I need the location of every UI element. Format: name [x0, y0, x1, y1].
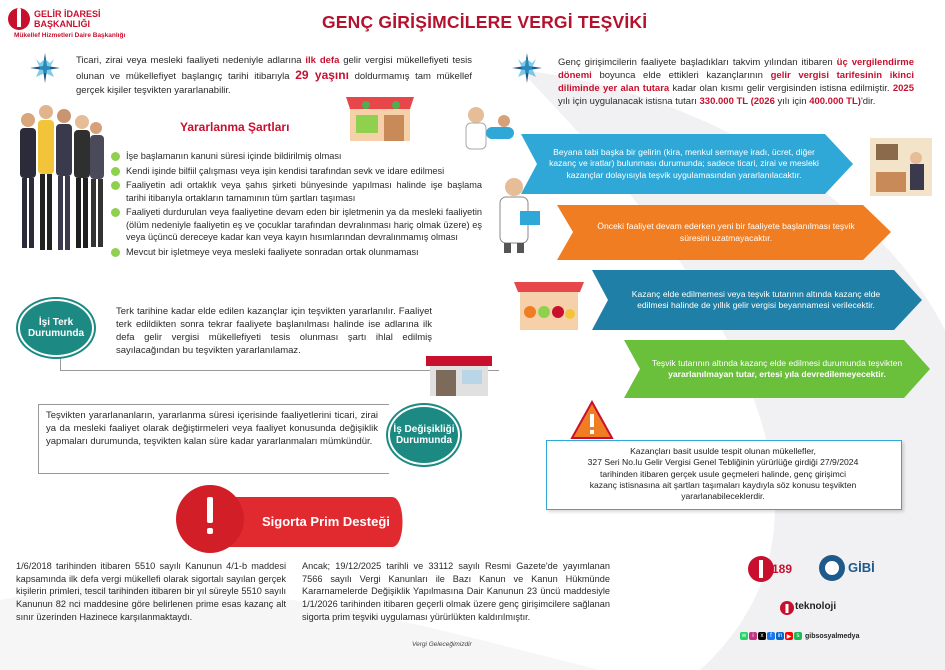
- teknoloji-mark-icon: [780, 601, 794, 615]
- slogan: Vergi Geleceğimizdir: [412, 641, 472, 648]
- linkedin-icon[interactable]: in: [777, 633, 783, 639]
- quit-label: İşi Terk Durumunda: [18, 299, 94, 357]
- facebook-icon[interactable]: f: [767, 632, 775, 640]
- alert-exclamation-icon: [200, 497, 220, 537]
- list-item: İşe başlamanın kanuni süresi içinde bildirilmiş olması: [110, 150, 482, 163]
- conditions-list: [110, 150, 482, 260]
- list-item: Faaliyeti durdurulan veya faaliyetine devam eden bir işletmenin ya da mesleki faaliyetin (ölüm nedeniyle faaliyetin eş ve çocuklar tarafından devralınması hariç olmak üzere) eş veya üçüncü dereceye kadar kan veya kayın hısımlarından devralınmamış olması: [110, 206, 482, 244]
- list-item: Faaliyetin adi ortaklık veya şahıs şirketi bünyesinde yapılması halinde işe başlama tarihi itibarıyla ortakların tamamının tüm şartları taşıması: [110, 179, 482, 204]
- logo-189-number: 189: [772, 562, 793, 576]
- page-title: GENÇ GİRİŞİMCİLERE VERGİ TEŞVİKİ: [322, 12, 648, 32]
- insurance-label: Sigorta Prim Desteği: [262, 514, 390, 529]
- gibi-circle-icon: [818, 554, 846, 582]
- logo-line2: BAŞKANLIĞI: [34, 19, 90, 29]
- warning-triangle-icon: [570, 400, 614, 440]
- star-icon: [512, 53, 542, 83]
- simple-method-text: Kazançları basit usulde tespit olunan mükellefler, 327 Seri No.lu Gelir Vergisi Genel Tebliğinin yürürlüğe girdiği 27/9/2024 tarihinden itibaren gerçek usule geçmeleri halinde, genç girişimci kazanç istisnasına ait şartları taşımaları kaydıyla söz konusu teşvikten yararlanabileceklerdir.: [587, 446, 859, 502]
- shop-illustration: [346, 93, 414, 143]
- conditions-heading: Yararlanma Şartları: [180, 120, 290, 134]
- social-row: [740, 630, 920, 642]
- phone-189-icon: [748, 554, 774, 584]
- list-item: Mevcut bir işletmeye veya mesleki faaliyete sonradan ortak olunmaması: [110, 246, 482, 259]
- change-label: İş Değişikliği Durumunda: [388, 405, 460, 465]
- logo-gibi-text: GİBİ: [848, 560, 875, 575]
- x-icon[interactable]: x: [758, 632, 766, 640]
- change-text: Teşvikten yararlananların, yararlanma süresi içerisinde faaliyetlerini ticari, zirai ya da mesleki faaliyet olarak değiştirmeleri veya faaliyet konusunda değişiklik yapmaları durumunda, teşvikten kalan süre kadar yararlanmaları mümkündür.: [46, 410, 378, 448]
- logo-line1: GELİR İDARESİ: [34, 9, 101, 19]
- logo-teknoloji: [780, 600, 850, 618]
- dentist-illustration: [458, 103, 516, 151]
- young-entrepreneurs-illustration: [10, 98, 106, 260]
- social-handle[interactable]: gibsosyalmedya: [805, 632, 860, 640]
- info-arrow-4: Teşvik tutarının altında kazanç elde edilmesi durumunda teşvikten yararlanılmayan tutar, ertesi yıla devredilemeyecektir.: [651, 357, 903, 379]
- info-arrow-2: Önceki faaliyet devam ederken yeni bir faaliyete başlanılması teşvik süresini uzatmayacaktır.: [597, 221, 855, 243]
- office-illustration: [870, 138, 932, 196]
- quit-text: Terk tarihine kadar elde edilen kazançlar için teşvikten yararlanılır. Faaliyet terk edildikten sonra tekrar faaliyete başlanılması halinde ise adlarına ilk defa gelir vergisi mükellefiyeti tesis olunması şartı ihlal edilmiş sayılacağından bu teşvikten yararlanılamaz.: [116, 306, 432, 357]
- logo-189: [748, 554, 796, 586]
- spotify-icon[interactable]: s: [794, 632, 802, 640]
- insurance-left-text: 1/6/2018 tarihinden itibaren 5510 sayılı Kanunun 4/1-b maddesi kapsamında ilk defa vergi mükellefi olarak sigortalı sayılan gerçek kişilerin primleri, tescil tarihinden itibaren bir yıl süreyle 5510 sayılı Kanunun 82 nci maddesine göre belirlenen prime esas kazanç alt sınır üzerinden Hazinece karşılanmaktaydı.: [16, 561, 286, 622]
- intro-left-text: Ticari, zirai veya mesleki faaliyeti nedeniyle adlarına ilk defa gelir vergisi mükellefiyeti tesis olunan ve mükellefiyet başlangıç tarihi itibarıyla 29 yaşını doldurmamış tam mükellef gerçek kişiler teşvikten yararlanabilir.: [76, 55, 472, 96]
- whatsapp-icon[interactable]: w: [741, 633, 747, 639]
- info-arrow-1: Beyana tabi başka bir gelirin (kira, menkul sermaye iradı, ücret, diğer kazanç ve iratlar) bulunması durumunda; sadece ticari, zirai ve mesleki kazançlar dolayısıyla teşvik uygulamasından yararlanılacaktır.: [549, 146, 819, 180]
- info-arrow-3: Kazanç elde edilmemesi veya teşvik tutarının altında kazanç elde edilmesi halinde de yıllık gelir vergisi beyannamesi verilecektir.: [631, 288, 881, 310]
- youtube-icon[interactable]: ▶: [786, 633, 792, 640]
- gib-logo-mark-icon: [8, 6, 30, 32]
- list-item: Kendi işinde bilfiil çalışması veya işin kendisi tarafından sevk ve idare edilmesi: [110, 165, 482, 178]
- store-illustration: [424, 352, 494, 398]
- logo-teknoloji-text: teknoloji: [795, 601, 837, 612]
- logo-gibi: [818, 554, 884, 586]
- insurance-right-text: Ancak; 19/12/2025 tarihli ve 33112 sayılı Resmi Gazete'de yayımlanan 7566 sayılı Vergi Kanunları ile Bazı Kanun ve Kanun Hükmünde Kararnamelerde Değişiklik Yapılmasına Dair Kanunun 23 üncü maddesiyle 1/1/2026 tarihinden itibaren geçerli olmak üzere genç girişimcilere sağlanan sigorta prim teşviki uygulaması yürürlükten kaldırılmıştır.: [302, 561, 610, 622]
- star-icon: [30, 53, 60, 83]
- logo-subtitle: Mükellef Hizmetleri Daire Başkanlığı: [14, 32, 126, 39]
- gib-logo: [8, 6, 128, 46]
- instagram-icon[interactable]: i: [749, 632, 757, 640]
- market-stall-illustration: [514, 282, 584, 332]
- intro-right-text: Genç girişimcilerin faaliyete başladıkları takvim yılından itibaren üç vergilendirme dönemi boyunca elde ettikleri kazançlarının gelir vergisi tarifesinin ikinci diliminde yer alan tutara kadar olan kısmı gelir vergisinden istisna edilmiştir. 2025 yılı için uygulanacak istisna tutarı 330.000 TL (2026 yılı için 400.000 TL)'dir.: [558, 57, 915, 108]
